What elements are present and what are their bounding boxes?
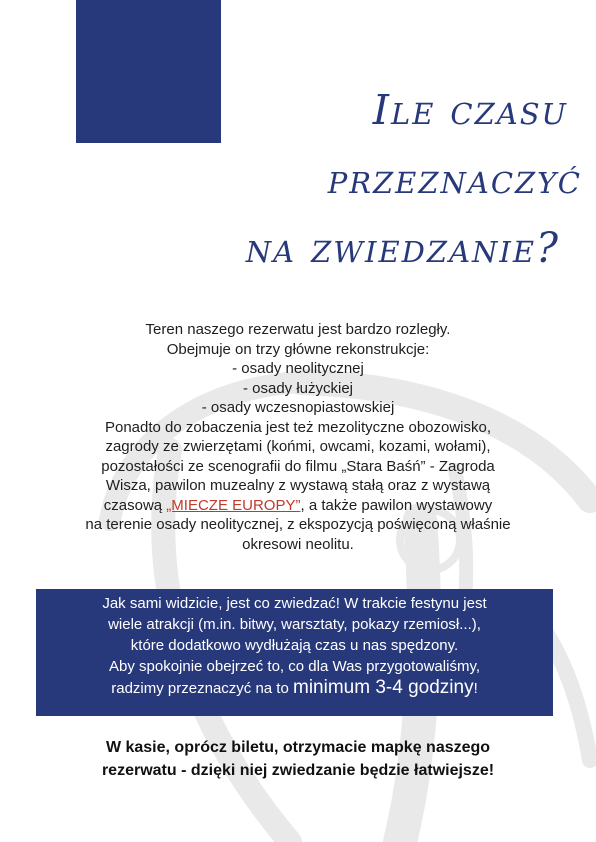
exhibit-link[interactable]: „MIECZE EUROPY” (166, 496, 301, 514)
info-line: Jak sami widzicie, jest co zwiedzać! W trakcie festynu jest (102, 595, 487, 612)
body-line: Ponadto do zobaczenia jest też mezolityczne obozowisko, (104, 418, 492, 436)
info-line: wiele atrakcji (m.in. bitwy, warsztaty, pokazy rzemiosł...), (108, 616, 481, 633)
body-line: - osady neolitycznej (232, 360, 364, 377)
info-last-prefix: radzimy przeznaczyć na to (111, 680, 293, 697)
body-line: pozostałości ze scenografii do filmu „Stara Baśń” - Zagroda (101, 457, 495, 475)
info-line (44, 677, 545, 699)
closing-line: rezerwatu - dzięki niej zwiedzanie będzie łatwiejsze! (101, 762, 495, 779)
title-line: na zwiedzanie? (245, 224, 560, 272)
body-line: Teren naszego rezerwatu jest bardzo rozległy. (145, 321, 451, 338)
closing-line: W kasie, oprócz biletu, otrzymacie mapkę naszego (105, 739, 491, 756)
body-line: na terenie osady neolitycznej, z ekspozycją poświęconą właśnie (85, 516, 511, 533)
body-line (40, 496, 556, 516)
info-line: które dodatkowo wydłużają czas u nas spędzony. (130, 637, 459, 654)
exhibit-prefix: czasową (103, 496, 167, 514)
body-line: Obejmuje on trzy główne rekonstrukcje: (166, 340, 430, 358)
body-line: okresowi neolitu. (242, 535, 354, 553)
title-line: Ile czasu (372, 86, 568, 134)
info-line: Aby spokojnie obejrzeć to, co dla Was przygotowaliśmy, (109, 658, 480, 675)
closing-note (40, 736, 556, 782)
info-box (36, 589, 553, 716)
body-paragraph (40, 320, 556, 554)
info-last-suffix: ! (473, 680, 478, 697)
body-line: zagrody ze zwierzętami (końmi, owcami, kozami, wołami), (105, 438, 491, 455)
body-line: - osady wczesnopiastowskiej (201, 399, 395, 416)
page-title (150, 76, 590, 283)
body-line: Wisza, pawilon muzealny z wystawą stałą oraz z wystawą (105, 477, 491, 494)
visit-duration-emphasis: minimum 3-4 godziny (293, 677, 474, 698)
title-line: przeznaczyć (327, 155, 582, 203)
body-line: - osady łużyckiej (242, 379, 354, 397)
exhibit-suffix: , a także pawilon wystawowy (300, 496, 493, 514)
